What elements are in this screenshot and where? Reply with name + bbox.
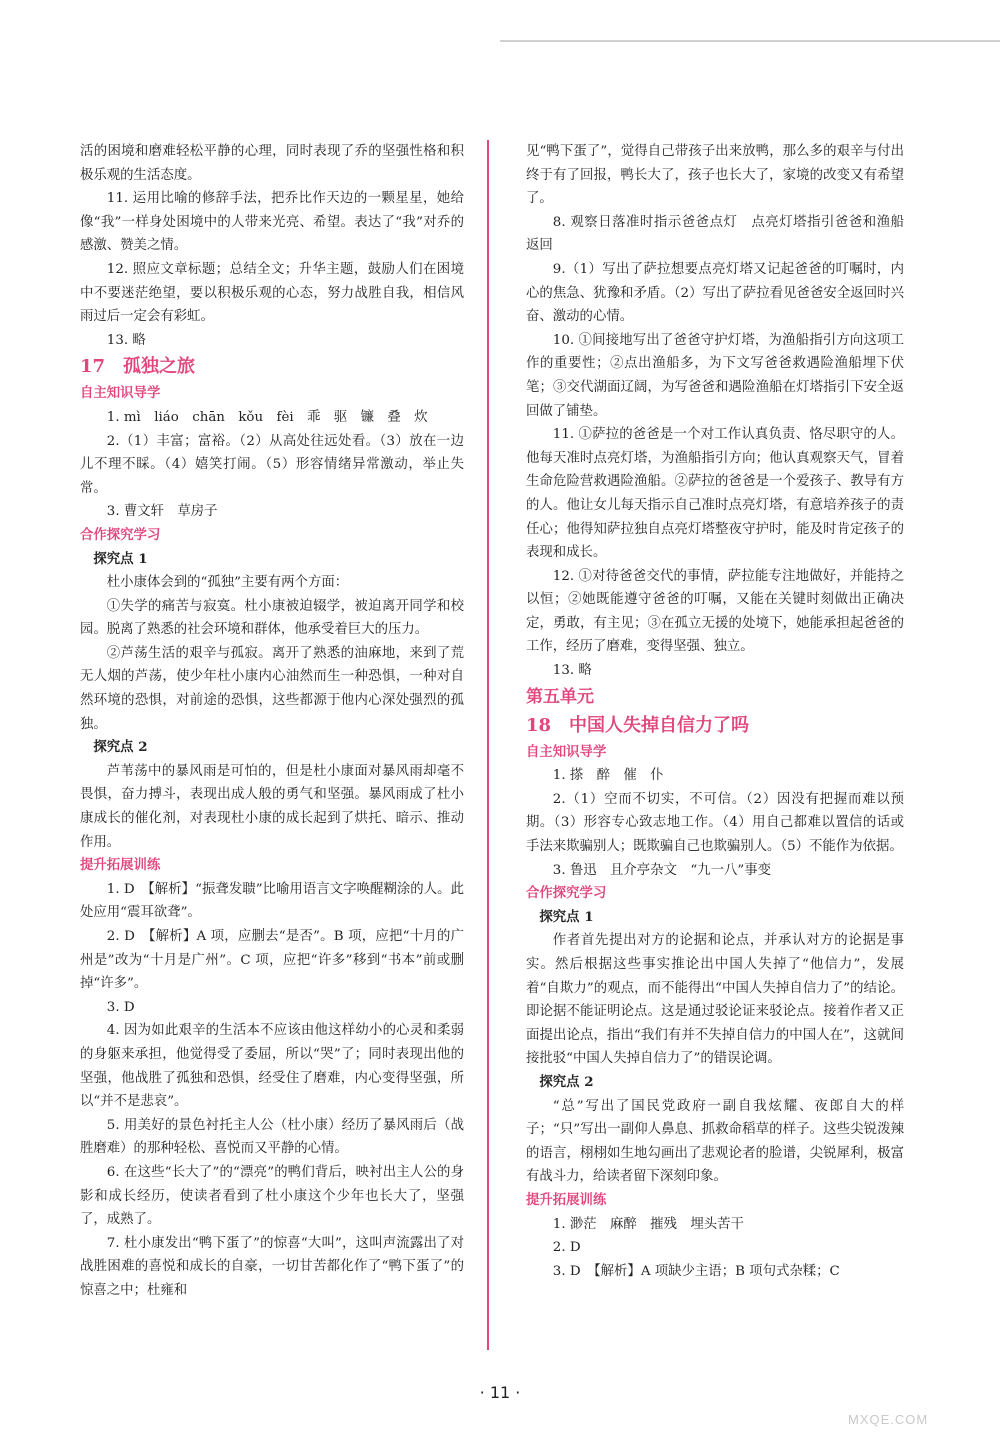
inquiry-point-heading: 探究点 2 — [93, 739, 148, 756]
continued-paragraph: 见“鸭下蛋了”，觉得自己带孩子出来放鸭，那么多的艰辛与付出终于有了回报，鸭长大了，孩子也长大了，家境的改变又有希望了。 — [526, 144, 904, 207]
answer-paragraph: 芦苇荡中的暴风雨是可怕的，但是杜小康面对暴风雨却毫不畏惧，奋力搏斗，表现出成人般的勇气和坚强。暴风雨成了杜小康成长的催化剂，对表现杜小康的成长起到了烘托、暗示、推动作用。 — [80, 763, 464, 850]
answer-paragraph: 2. D 【解析】A 项，应删去“是否”。B 项，应把“十月的广州是”改为“十月是广州”。C 项，应把“许多”移到“书本”前或删掉“许多”。 — [80, 929, 464, 992]
answer-paragraph: 10. ①间接地写出了爸爸守护灯塔，为渔船指引方向这项工作的重要性；②点出渔船多，为下文写爸爸救遇险渔船埋下伏笔；③交代湖面辽阔，为写爸爸和遇险渔船在灯塔指引下安全返回做了铺垫。 — [526, 332, 904, 419]
section-heading: 合作探究学习 — [80, 526, 161, 543]
unit-title: 第五单元 — [526, 686, 594, 707]
inquiry-point-heading: 探究点 1 — [93, 550, 148, 567]
answer-paragraph: 3. 鲁迅 且介亭杂文 “九一八”事变 — [552, 862, 771, 878]
answer-paragraph: ②芦荡生活的艰辛与孤寂。离开了熟悉的油麻地，来到了荒无人烟的芦荡，使少年杜小康内心油然而生一种恐惧，一种对自然环境的恐惧，对前途的恐惧，这些都源于他内心深处强烈的孤独。 — [80, 645, 464, 732]
column-divider — [487, 140, 489, 1350]
answer-paragraph: 3. 曹文轩 草房子 — [106, 504, 218, 520]
answer-paragraph: 3. D — [106, 999, 135, 1015]
answer-paragraph: 12. ①对待爸爸交代的事情，萨拉能专注地做好，并能持之以恒；②她既能遵守爸爸的叮嘱，又能在关键时刻做出正确决定，勇敢，有主见；③在孤立无援的处境下，她能承担起爸爸的工作，经历了磨难，变得坚强、独立。 — [526, 568, 904, 655]
answer-paragraph: 1. D 【解析】“振聋发聩”比喻用语言文字唤醒糊涂的人。此处应用“震耳欲聋”。 — [80, 881, 464, 921]
answer-paragraph: 1. 搽 醉 催 仆 — [552, 768, 664, 784]
section-heading: 自主知识导学 — [526, 743, 607, 760]
answer-paragraph: 13. 略 — [552, 663, 592, 679]
answer-paragraph: 杜小康体会到的“孤独”主要有两个方面： — [106, 575, 349, 591]
lesson-title: 18 中国人失掉自信力了吗 — [526, 714, 750, 736]
answer-paragraph: 1. 渺茫 麻醉 摧残 埋头苦干 — [552, 1216, 744, 1232]
answer-paragraph: 4. 因为如此艰辛的生活本不应该由他这样幼小的心灵和柔弱的身躯来承担，他觉得受了委屈，所以“哭”了；同时表现出他的坚强，他战胜了孤独和恐惧，经受住了磨难，内心变得坚强，所以“并不是悲哀”。 — [80, 1023, 464, 1110]
section-heading: 自主知识导学 — [80, 385, 161, 402]
section-heading: 提升拓展训练 — [526, 1191, 607, 1208]
continued-paragraph: 活的困境和磨难轻松平静的心理，同时表现了乔的坚强性格和积极乐观的生活态度。 — [80, 144, 464, 183]
left-column — [80, 140, 464, 1303]
inquiry-point-heading: 探究点 1 — [539, 908, 594, 925]
answer-paragraph: 3. D 【解析】A 项缺少主语；B 项句式杂糅；C — [552, 1263, 840, 1279]
answer-paragraph: 13. 略 — [106, 332, 146, 348]
answer-paragraph: 7. 杜小康发出“鸭下蛋了”的惊喜“大叫”，这叫声流露出了对战胜困难的喜悦和成长的自豪，一切甘苦都化作了“鸭下蛋了”的惊喜之中；杜雍和 — [80, 1235, 464, 1298]
answer-paragraph: 2.（1）丰富；富裕。（2）从高处往远处看。（3）放在一边儿不理不睬。（4）嬉笑打闹。（5）形容情绪异常激动，举止失常。 — [80, 433, 464, 496]
watermark-text: MXQE.COM — [848, 1412, 929, 1427]
answer-paragraph: 2.（1）空而不切实，不可信。（2）因没有把握而难以预期。（3）形容专心致志地工作。（4）用自己都难以置信的话或手法来欺骗别人；既欺骗自己也欺骗别人。（5）不能作为依据。 — [526, 791, 904, 855]
answer-paragraph: 2. D — [552, 1240, 581, 1256]
answer-paragraph: 1. mì liáo chān kǒu fèi 乖 驱 镰 叠 炊 — [106, 409, 428, 425]
top-rule — [500, 40, 1000, 42]
answer-paragraph: 8. 观察日落准时指示爸爸点灯 点亮灯塔指引爸爸和渔船返回 — [526, 214, 904, 254]
answer-paragraph: ①失学的痛苦与寂寞。杜小康被迫辍学，被迫离开同学和校园。脱离了熟悉的社会环境和群体，他承受着巨大的压力。 — [80, 598, 464, 638]
answer-paragraph: 12. 照应文章标题；总结全文；升华主题，鼓励人们在困境中不要迷茫绝望，要以积极乐观的心态，努力战胜自我，相信风雨过后一定会有彩虹。 — [80, 261, 464, 325]
page-number: · 11 · — [479, 1383, 521, 1402]
answer-paragraph: 9.（1）写出了萨拉想要点亮灯塔又记起爸爸的叮嘱时，内心的焦急、犹豫和矛盾。（2）写出了萨拉看见爸爸安全返回时兴奋、激动的心情。 — [526, 261, 904, 325]
answer-paragraph: “总”写出了国民党政府一副自我炫耀、夜郎自大的样子；“只”写出一副仰人鼻息、抓救命稻草的样子。这些尖锐泼辣的语言，栩栩如生地勾画出了悲观论者的脸谱，尖锐犀利，极富有战斗力，给读者留下深刻印象。 — [526, 1098, 904, 1185]
section-heading: 提升拓展训练 — [80, 857, 161, 874]
section-heading: 合作探究学习 — [526, 885, 607, 902]
answer-paragraph: 作者首先提出对方的论据和论点，并承认对方的论据是事实。然后根据这些事实推论出中国人失掉了“他信力”，发展着“自欺力”的观点，而不能得出“中国人失掉自信力了”的结论。即论据不能证明论点。这是通过驳论证来驳论点。接着作者又正面提出论点，指出“我们有并不失掉自信力的中国人在”，这就间接批驳“中国人失掉自信力了”的错误论调。 — [526, 933, 904, 1067]
answer-paragraph: 11. 运用比喻的修辞手法，把乔比作天边的一颗星星，她给像“我”一样身处困境中的人带来光亮、希望。表达了“我”对乔的感激、赞美之情。 — [80, 191, 464, 254]
answer-paragraph: 5. 用美好的景色衬托主人公（杜小康）经历了暴风雨后（战胜磨难）的那种轻松、喜悦而又平静的心情。 — [80, 1117, 464, 1157]
lesson-title: 17 孤独之旅 — [80, 356, 196, 378]
right-column — [526, 140, 904, 1283]
inquiry-point-heading: 探究点 2 — [539, 1073, 594, 1090]
answer-paragraph: 6. 在这些“长大了”的“漂亮”的鸭们背后，映衬出主人公的身影和成长经历，使读者看到了杜小康这个少年也长大了，坚强了，成熟了。 — [80, 1164, 464, 1228]
answer-paragraph: 11. ①萨拉的爸爸是一个对工作认真负责、恪尽职守的人。他每天准时点亮灯塔，为渔船指引方向；他认真观察天气，冒着生命危险营救遇险渔船。②萨拉的爸爸是一个爱孩子、教导有方的人。他让女儿每天指示自己准时点亮灯塔，有意培养孩子的责任心；他得知萨拉独自点亮灯塔整夜守护时，能及时肯定孩子的表现和成长。 — [526, 427, 904, 561]
